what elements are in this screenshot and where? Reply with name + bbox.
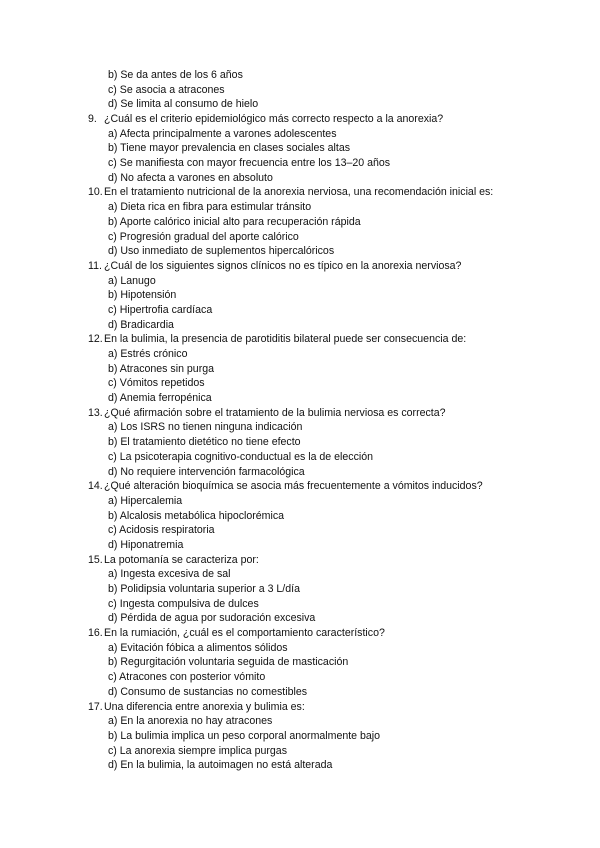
answer-option: a) Ingesta excesiva de sal	[108, 568, 231, 581]
question-number: 16.	[88, 627, 103, 640]
answer-option: a) Lanugo	[108, 274, 156, 287]
question-number: 12.	[88, 333, 103, 346]
question-block	[88, 259, 578, 332]
answer-option: d) Uso inmediato de suplementos hipercalóricos	[108, 245, 335, 258]
answer-option: d) En la bulimia, la autoimagen no está alterada	[108, 759, 333, 772]
answer-option: d) No requiere intervención farmacológica	[108, 465, 305, 478]
answer-option: b) Atracones sin purga	[108, 362, 214, 375]
carryover-options	[108, 68, 258, 112]
question-block	[88, 185, 578, 258]
answer-option: a) Los ISRS no tienen ninguna indicación	[108, 421, 303, 434]
answer-option: a) Evitación fóbica a alimentos sólidos	[108, 641, 288, 654]
question-line	[88, 259, 578, 274]
question-text: ¿Cuál es el criterio epidemiológico más correcto respecto a la anorexia?	[104, 113, 444, 125]
question-text: ¿Qué alteración bioquímica se asocia más frecuentemente a vómitos inducidos?	[104, 480, 483, 493]
question-block	[88, 479, 578, 552]
question-block	[88, 553, 578, 626]
answer-option: c) Se asocia a atracones	[108, 83, 225, 96]
question-block	[88, 332, 578, 405]
answer-option: d) Consumo de sustancias no comestibles	[108, 685, 308, 698]
answer-option: b) La bulimia implica un peso corporal anormalmente bajo	[108, 729, 381, 742]
answer-option: c) Vómitos repetidos	[108, 377, 205, 390]
answer-option: b) El tratamiento dietético no tiene efecto	[108, 436, 301, 449]
answer-option: d) Bradicardia	[108, 318, 174, 331]
question-number: 11.	[88, 259, 102, 272]
answer-option: d) Anemia ferropénica	[108, 392, 212, 405]
question-number: 15.	[88, 553, 103, 566]
answer-option: a) Afecta principalmente a varones adolescentes	[108, 127, 337, 140]
answer-option: c) La anorexia siempre implica purgas	[108, 744, 287, 757]
answer-option: b) Alcalosis metabólica hipoclorémica	[108, 509, 285, 522]
question-text: La potomanía se caracteriza por:	[104, 553, 259, 566]
answer-option: d) No afecta a varones en absoluto	[108, 171, 273, 184]
answer-option: a) Hipercalemia	[108, 494, 183, 507]
question-text: ¿Qué afirmación sobre el tratamiento de la bulimia nerviosa es correcta?	[104, 406, 446, 419]
question-number: 17.	[88, 700, 103, 713]
question-number: 9.	[88, 113, 97, 125]
question-text: En la bulimia, la presencia de parotiditis bilateral puede ser consecuencia de:	[104, 333, 467, 346]
answer-option: b) Polidipsia voluntaria superior a 3 L/día	[108, 583, 300, 595]
question-line	[88, 553, 578, 568]
question-block	[88, 406, 578, 479]
question-number: 10.	[88, 186, 103, 199]
answer-option: d) Hiponatremia	[108, 538, 184, 551]
question-line	[88, 112, 578, 127]
question-text: En la rumiación, ¿cuál es el comportamiento característico?	[104, 627, 385, 640]
question-block	[88, 626, 578, 699]
question-line	[88, 700, 578, 715]
question-list	[88, 112, 578, 773]
question-text: En el tratamiento nutricional de la anorexia nerviosa, una recomendación inicial es:	[104, 186, 494, 199]
question-block	[88, 112, 578, 185]
question-line	[88, 185, 578, 200]
answer-option: b) Se da antes de los 6 años	[108, 69, 243, 81]
answer-option: a) Dieta rica en fibra para estimular tránsito	[108, 201, 312, 214]
answer-option: d) Se limita al consumo de hielo	[108, 98, 259, 111]
answer-option: c) La psicoterapia cognitivo-conductual es la de elección	[108, 450, 373, 463]
question-number: 13.	[88, 406, 103, 419]
answer-option: b) Tiene mayor prevalencia en clases sociales altas	[108, 142, 351, 155]
answer-option: c) Se manifiesta con mayor frecuencia entre los 13–20 años	[108, 157, 391, 170]
answer-option: b) Regurgitación voluntaria seguida de masticación	[108, 656, 349, 669]
question-line	[88, 626, 578, 641]
question-block	[88, 700, 578, 773]
question-line	[88, 479, 578, 494]
question-text: ¿Cuál de los siguientes signos clínicos no es típico en la anorexia nerviosa?	[104, 259, 462, 272]
question-line	[88, 406, 578, 421]
question-text: Una diferencia entre anorexia y bulimia es:	[104, 700, 305, 713]
answer-option: c) Progresión gradual del aporte calórico	[108, 230, 299, 243]
answer-option: c) Atracones con posterior vómito	[108, 671, 266, 684]
question-number: 14.	[88, 480, 103, 493]
answer-option: b) Hipotensión	[108, 289, 177, 302]
answer-option: c) Hipertrofia cardíaca	[108, 303, 213, 316]
answer-option: d) Pérdida de agua por sudoración excesiva	[108, 612, 316, 625]
question-line	[88, 332, 578, 347]
answer-option: b) Aporte calórico inicial alto para recuperación rápida	[108, 215, 361, 228]
answer-option: c) Ingesta compulsiva de dulces	[108, 597, 259, 610]
answer-option: a) Estrés crónico	[108, 348, 188, 360]
answer-option: c) Acidosis respiratoria	[108, 524, 215, 537]
answer-option: a) En la anorexia no hay atracones	[108, 715, 273, 728]
